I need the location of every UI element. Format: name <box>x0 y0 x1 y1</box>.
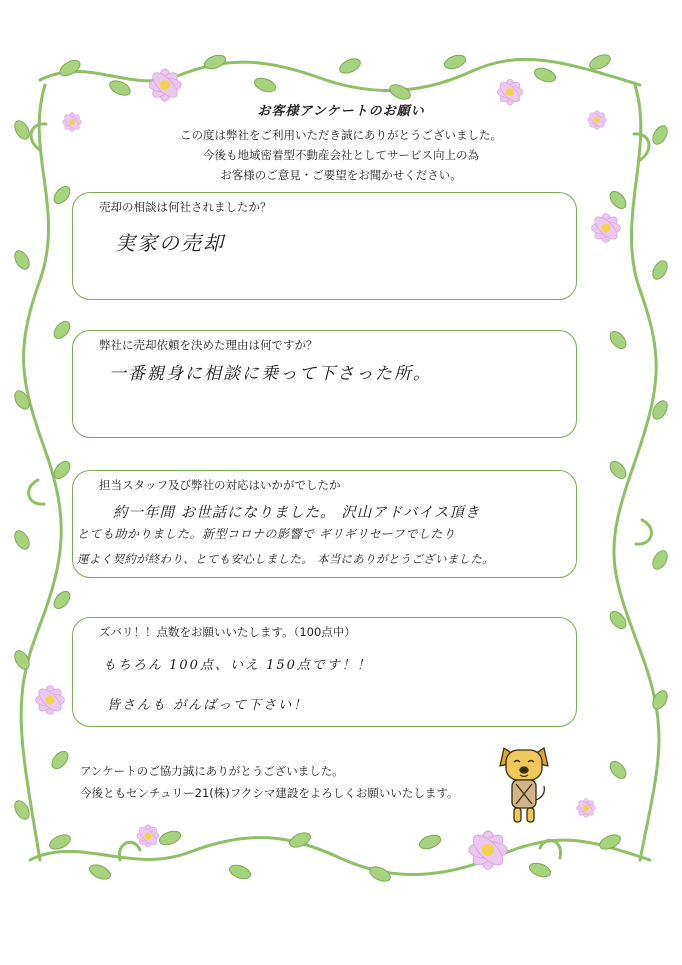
question-box-3 <box>72 470 577 578</box>
footer-line-2: 今後ともセンチュリー21(株)フクシマ建設をよろしくお願いいたします。 <box>80 786 459 800</box>
question-box-1 <box>72 192 577 300</box>
answer-2-line-1: 一番親身に相談に乗って下さった所。 <box>109 364 432 384</box>
intro-line-3: お客様のご意見・ご要望をお聞かせください。 <box>220 168 462 182</box>
survey-title: お客様アンケートのお願い <box>257 104 425 119</box>
survey-footer <box>80 760 459 804</box>
answer-3-line-1: 約一年間 お世話になりました。 沢山アドバイス頂き <box>113 505 481 521</box>
question-4: ズバリ！！点数をお願いいたします。（100点中） <box>99 625 356 639</box>
answer-1-line-1: 実家の売却 <box>115 231 225 255</box>
question-box-4 <box>72 617 577 727</box>
question-box-2 <box>72 330 577 438</box>
intro-line-2: 今後も地域密着型不動産会社としてサービス向上の為 <box>203 148 479 162</box>
intro-line-1: この度は弊社をご利用いただき誠にありがとうございました。 <box>180 128 502 142</box>
footer-line-1: アンケートのご協力誠にありがとうございました。 <box>80 764 344 778</box>
question-3: 担当スタッフ及び弊社の対応はいかがでしたか <box>99 478 341 492</box>
question-2: 弊社に売却依頼を決めた理由は何ですか？ <box>99 338 318 352</box>
answer-3-line-3: 運よく契約が終わり、とても安心しました。 本当にありがとうございました。 <box>77 552 494 566</box>
answer-4-line-2: 皆さんも がんばって下さい！ <box>107 698 309 713</box>
answer-4-line-1: もちろん 100点、いえ 150点です！！ <box>103 658 372 673</box>
dog-mascot-icon <box>496 742 552 826</box>
survey-header <box>0 100 682 185</box>
question-1: 売却の相談は何社されましたか？ <box>99 200 272 214</box>
answer-3-line-2: とても助かりました。新型コロナの影響で ギリギリセーフでしたり <box>77 527 456 541</box>
